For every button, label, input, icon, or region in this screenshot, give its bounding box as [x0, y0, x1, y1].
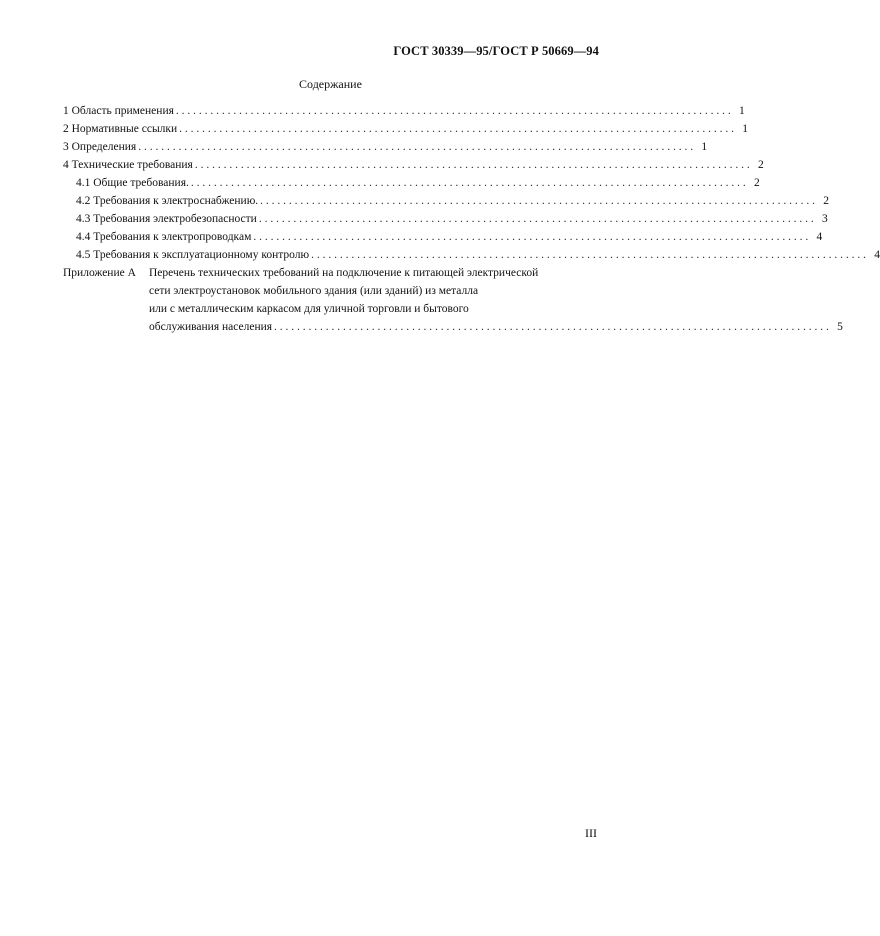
toc-item-4-3 [63, 210, 828, 228]
toc-item-label: 1 Область применения [63, 105, 174, 117]
toc-appendix-a [63, 264, 843, 336]
toc-item-4 [63, 156, 764, 174]
toc-dot-leader [259, 210, 814, 228]
toc-item-1 [63, 102, 745, 120]
appendix-title-line: обслуживания населения [149, 321, 273, 333]
toc-item-page: 3 [821, 213, 828, 225]
toc-dot-leader [179, 120, 734, 138]
toc-item-label: 4.2 Требования к электроснабжению. [76, 195, 259, 207]
toc-dot-leader [260, 192, 815, 210]
toc-item-page: 2 [754, 177, 760, 189]
toc-item-page: 5 [837, 321, 843, 333]
toc-item-page: 1 [701, 141, 708, 153]
toc-dot-leader [138, 138, 693, 156]
toc-item-label: 4 Технические требования [63, 159, 193, 171]
toc-item-4-2 [63, 192, 830, 210]
appendix-title [149, 264, 843, 336]
standard-code-header: ГОСТ 30339—95/ГОСТ Р 50669—94 [393, 44, 599, 58]
toc-item-page: 2 [757, 159, 764, 171]
toc-item-3 [63, 138, 708, 156]
toc-dot-leader [195, 156, 750, 174]
toc-dot-leader [191, 174, 746, 192]
toc-dot-leader [253, 228, 808, 246]
toc-item-label: 3 Определения [63, 141, 137, 153]
toc-item-page: 4 [816, 231, 823, 243]
toc-item-label: 4.3 Требования электробезопасности [76, 213, 257, 225]
toc-item-label: 4.4 Требования к электропроводкам [76, 231, 252, 243]
toc-item-page: 1 [739, 105, 745, 117]
appendix-title-line: или с металлическим каркасом для уличной торговли и бытового [149, 303, 469, 315]
toc-dot-leader [274, 318, 829, 336]
toc-dot-leader [311, 246, 866, 264]
toc-item-4-1 [63, 174, 760, 192]
appendix-title-line: Перечень технических требований на подключение к питающей электрической [149, 267, 539, 279]
toc-title: Содержание [299, 77, 362, 91]
toc-dot-leader [176, 102, 731, 120]
toc-item-label: 2 Нормативные ссылки [63, 123, 178, 135]
toc-item-page: 4 [874, 249, 880, 261]
appendix-title-line: сети электроустановок мобильного здания (или зданий) из металла [149, 285, 479, 297]
appendix-label: Приложение А [63, 267, 136, 279]
toc-item-label: 4.5 Требования к эксплуатационному контролю [76, 249, 310, 261]
toc-item-2 [63, 120, 749, 138]
appendix-title-last-line [149, 318, 843, 336]
table-of-contents [63, 102, 880, 336]
toc-item-page: 1 [742, 123, 749, 135]
page-number: III [585, 826, 597, 840]
toc-item-page: 2 [823, 195, 830, 207]
toc-item-label: 4.1 Общие требования. [76, 177, 189, 189]
toc-item-4-4 [63, 228, 823, 246]
toc-item-4-5 [63, 246, 880, 264]
